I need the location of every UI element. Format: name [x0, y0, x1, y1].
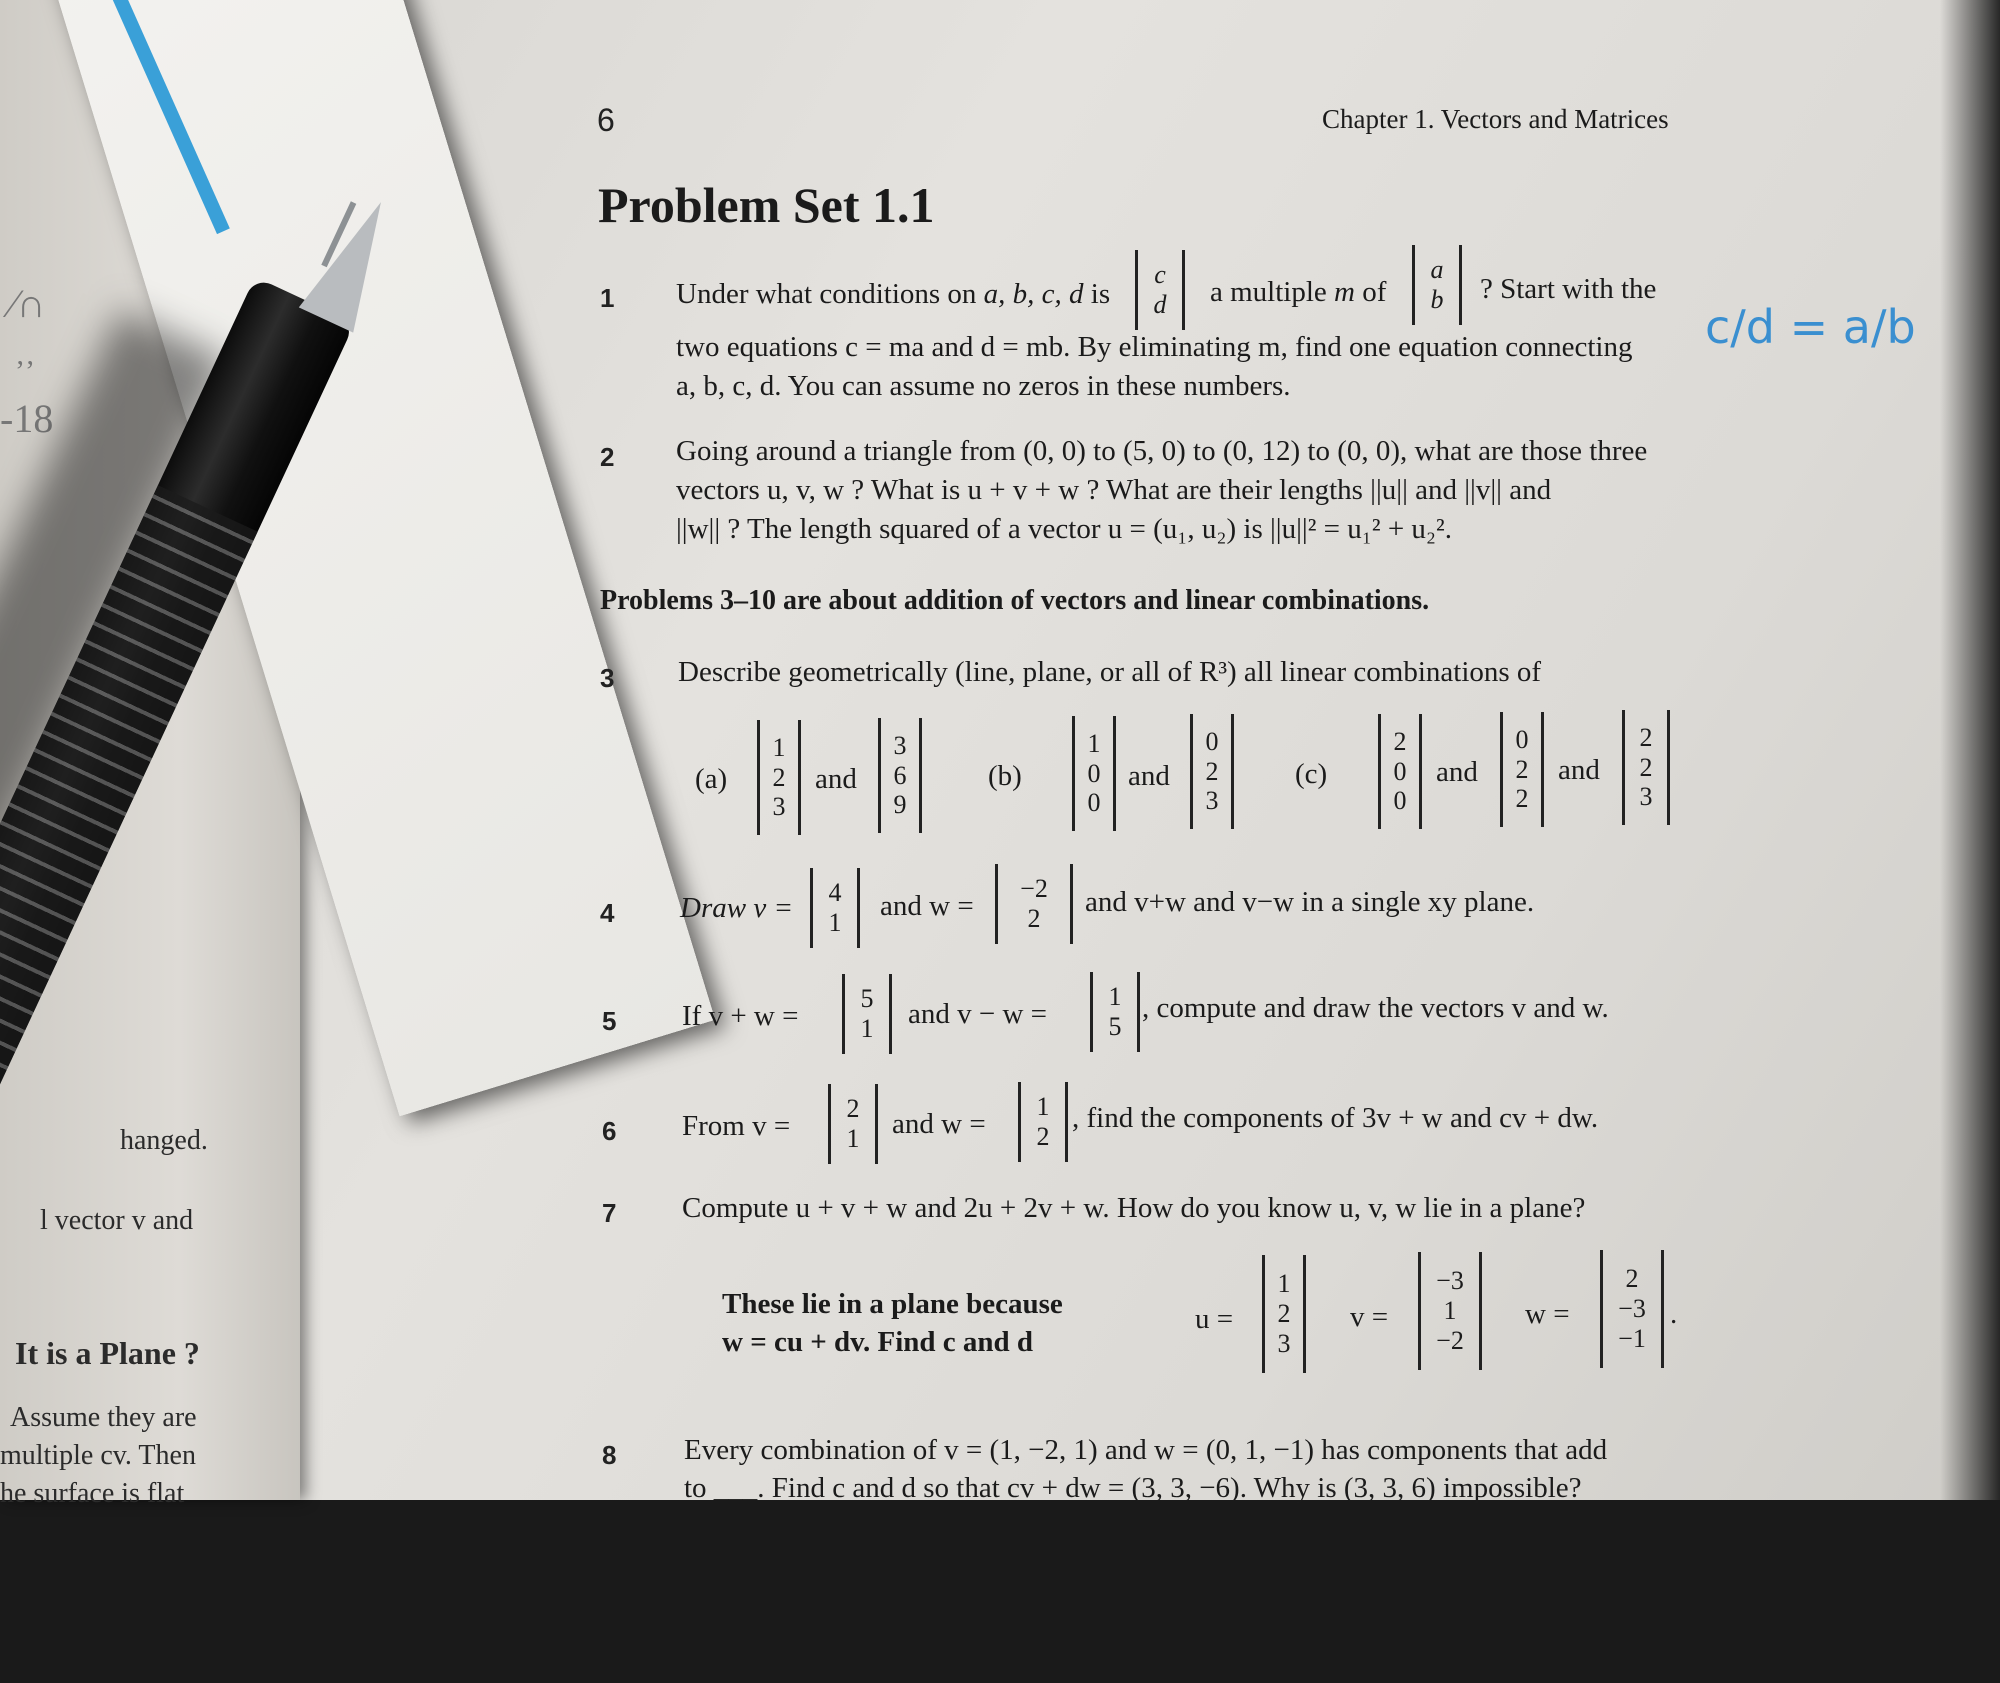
- problem-5-pre: If v + w =: [682, 1000, 799, 1032]
- handwritten-answer: c/d = a/b: [1705, 300, 1916, 354]
- part-b-label: (b): [988, 760, 1022, 792]
- handwritten-note-1: These lie in a plane because: [722, 1288, 1063, 1320]
- problem-number: 7: [602, 1198, 617, 1228]
- vector-v: 4 1: [810, 868, 860, 948]
- problem-1-line-2: two equations c = ma and d = mb. By eliminating m, find one equation connecting: [676, 331, 1633, 363]
- vector-w7: 2 −3 −1: [1600, 1250, 1664, 1368]
- page-number: 6: [597, 102, 615, 138]
- vector-c3: 2 2 3: [1622, 710, 1670, 825]
- problem-5-post: , compute and draw the vectors v and w.: [1142, 992, 1609, 1024]
- problem-6-pre: From v =: [682, 1110, 791, 1142]
- vector-a1: 1 2 3: [757, 720, 801, 835]
- problem-1-line-1: Under what conditions on a, b, c, d is: [676, 278, 1111, 310]
- pencil-mark: ⁄∩: [10, 281, 46, 326]
- vector-sum: 5 1: [842, 974, 892, 1054]
- vector-w: −2 2: [995, 864, 1073, 944]
- vector-b1: 1 0 0: [1072, 716, 1116, 831]
- problem-6-mid: and w =: [892, 1108, 986, 1140]
- problem-number: 5: [602, 1006, 617, 1036]
- problem-8-line-2: to ___. Find c and d so that cv + dw = (3, 3, −6). Why is (3, 3, 6) impossible?: [684, 1472, 1582, 1504]
- and-label: and: [1128, 760, 1170, 792]
- problem-2-line-2: vectors u, v, w ? What is u + v + w ? What are their lengths ||u|| and ||v|| and: [676, 474, 1552, 506]
- problem-1-line-1b: a multiple m of: [1210, 276, 1387, 308]
- problem-1-line-1c: ? Start with the: [1480, 273, 1657, 305]
- vector-v7: −3 1 −2: [1418, 1252, 1482, 1370]
- vector-w6: 1 2: [1018, 1082, 1068, 1162]
- period: .: [1670, 1298, 1678, 1330]
- w-label: w =: [1525, 1298, 1570, 1330]
- vector-ab: a b: [1412, 245, 1462, 325]
- part-c-label: (c): [1295, 758, 1328, 790]
- problem-4-mid: and w =: [880, 890, 974, 922]
- handwritten-note-2: w = cu + dv. Find c and d: [722, 1326, 1034, 1358]
- vector-u7: 1 2 3: [1262, 1255, 1306, 1373]
- problem-2-line-3: ||w|| ? The length squared of a vector u = (u₁, u₂) is ||u||² = u₁² + u₂².: [676, 513, 1452, 545]
- problem-2-line-1: Going around a triangle from (0, 0) to (5, 0) to (0, 12) to (0, 0), what are those three: [676, 435, 1648, 467]
- left-fragment: Assume they are: [10, 1402, 197, 1433]
- problem-number: 6: [602, 1116, 617, 1146]
- problem-number: 2: [600, 442, 615, 472]
- vector-a2: 3 6 9: [878, 718, 922, 833]
- left-fragment: l vector v and: [40, 1205, 194, 1236]
- v-label: v =: [1350, 1301, 1389, 1333]
- problem-6-post: , find the components of 3v + w and cv + dw.: [1072, 1102, 1599, 1134]
- part-a-label: (a): [695, 763, 728, 795]
- problem-4-pre: Draw v =: [680, 892, 794, 924]
- u-label: u =: [1195, 1303, 1234, 1335]
- problem-7-text: Compute u + v + w and 2u + 2v + w. How do you know u, v, w lie in a plane?: [682, 1192, 1586, 1224]
- vector-b2: 0 2 3: [1190, 714, 1234, 829]
- and-label: and: [815, 763, 857, 795]
- left-fragment: It is a Plane ?: [15, 1335, 200, 1371]
- problem-number: 8: [602, 1440, 617, 1470]
- problem-number: 4: [600, 898, 615, 928]
- section-heading: Problems 3–10 are about addition of vectors and linear combinations.: [600, 585, 1430, 616]
- vector-c2: 0 2 2: [1500, 712, 1544, 827]
- problem-1-line-3: a, b, c, d. You can assume no zeros in these numbers.: [676, 370, 1291, 402]
- and-label: and: [1558, 754, 1600, 786]
- left-fragment: hanged.: [120, 1125, 208, 1156]
- problem-number: 3: [600, 663, 615, 693]
- vector-v6: 2 1: [828, 1084, 878, 1164]
- page-edge-shadow: [1940, 0, 2000, 1500]
- pencil-mark: -18: [0, 396, 54, 441]
- problem-4-post: and v+w and v−w in a single xy plane.: [1085, 886, 1535, 918]
- problem-8-line-1: Every combination of v = (1, −2, 1) and w = (0, 1, −1) has components that add: [684, 1434, 1608, 1466]
- left-fragment: he surface is flat: [0, 1478, 185, 1509]
- and-label: and: [1436, 756, 1478, 788]
- problem-number: 1: [600, 283, 615, 313]
- left-fragment: multiple cv. Then: [0, 1440, 196, 1471]
- problem-3-text: Describe geometrically (line, plane, or all of R³) all linear combinations of: [678, 656, 1542, 688]
- chapter-header: Chapter 1. Vectors and Matrices: [1322, 104, 1669, 134]
- problem-5-mid: and v − w =: [908, 998, 1048, 1030]
- pencil-mark: ʼʼ: [15, 355, 35, 388]
- vector-cd: c d: [1135, 250, 1185, 330]
- vector-diff: 1 5: [1090, 972, 1140, 1052]
- vector-c1: 2 0 0: [1378, 714, 1422, 829]
- problem-set-title: Problem Set 1.1: [598, 177, 935, 233]
